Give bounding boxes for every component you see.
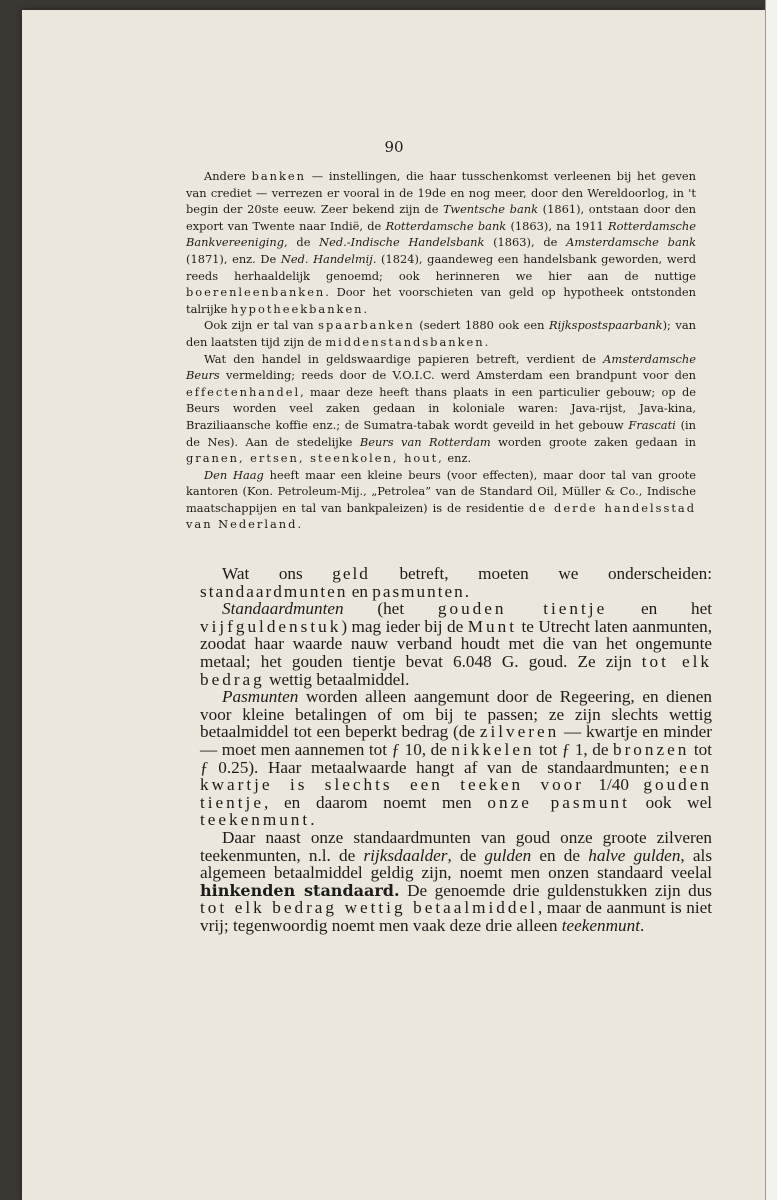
page-edge <box>765 0 777 1200</box>
paragraph-exchange: Wat den handel in geldswaardige papieren betreft, verdient de Amsterdamsche Beurs vermelding; reeds door de V.O.I.C. werd Amsterdam een brandpunt voor den effectenhandel, maar deze heeft thans plaats in een particulier gebouw; op de Beurs worden veel zaken gedaan in koloniale waren: Java-rijst, Java-kina, Braziliaansche koffie enz.; de Sumatra-tabak wordt geveild in het gebouw Frascati (in de Nes). Aan de stedelijke Beurs van Rotterdam worden groote zaken gedaan in granen, ertsen, steenkolen, hout, enz. <box>186 351 696 466</box>
small-print-section <box>186 168 696 533</box>
paragraph-money: Wat ons geld betreft, moeten we onderscheiden: standaardmunten en pasmunten. <box>200 564 712 601</box>
paragraph-standard-coins: Standaardmunten (het gouden tientje en het vijfguldenstuk) mag ieder bij de Munt te Utrecht laten aanmunten, zoodat haar waarde nauw verband houdt met die van het ongemunte metaal; het gouden tientje bevat 6.048 G. goud. Ze zijn tot elk bedrag wettig betaalmiddel. <box>200 599 712 689</box>
paragraph-token-coins: Pasmunten worden alleen aangemunt door de Regeering, en dienen voor kleine betalingen of om bij te passen; ze zijn slechts wettig betaalmiddel tot een beperkt bedrag (de zilveren — kwartje en minder — moet men aannemen tot ƒ 10, de nikkelen tot ƒ 1, de bronzen tot ƒ 0.25). Haar metaalwaarde hangt af van de standaardmunten; een kwartje is slechts een teeken voor 1/40 gouden tientje, en daarom noemt men onze pasmunt ook wel teekenmunt. <box>200 687 712 830</box>
paragraph-den-haag: Den Haag heeft maar een kleine beurs (voor effecten), maar door tal van groote kantoren (Kon. Petroleum-Mij., „Petrolea” van de Standard Oil, Müller & Co., Indische maatschappijen en tal van bankpaleizen) is de residentie de derde handelsstad van Nederland. <box>186 467 696 532</box>
paragraph-banks: Andere banken — instellingen, die haar tusschenkomst verleenen bij het geven van crediet — verrezen er vooral in de 19de en nog meer, door den Wereldoorlog, in 't begin der 20ste eeuw. Zeer bekend zijn de Twentsche bank (1861), ontstaan door den export van Twente naar Indië, de Rotterdamsche bank (1863), na 1911 Rotterdamsche Bankvereeniging, de Ned.-Indische Handelsbank (1863), de Amsterdamsche bank (1871), enz. De Ned. Handelmij. (1824), gaandeweg een handelsbank geworden, werd reeds herhaaldelijk genoemd; ook herinneren we hier aan de nuttige boerenleenbanken. Door het voorschieten van geld op hypotheek ontstonden talrijke hypotheekbanken. <box>186 169 697 316</box>
page-number: 90 <box>384 138 404 156</box>
book-page <box>22 10 766 1200</box>
paragraph-savings-banks: Ook zijn er tal van spaarbanken (sedert 1880 ook een Rijkspostspaarbank); van den laatsten tijd zijn de middenstandsbanken. <box>186 318 696 349</box>
large-print-section <box>200 565 712 934</box>
paragraph-limping-standard: Daar naast onze standaardmunten van goud onze groote zilveren teekenmunten, n.l. de rijksdaalder, de gulden en de halve gulden, als algemeen betaalmiddel geldig zijn, noemt men onzen standaard veelal hinkenden standaard. De genoemde drie guldenstukken zijn dus tot elk bedrag wettig betaalmiddel, maar de aanmunt is niet vrij; tegenwoordig noemt men vaak deze drie alleen teekenmunt. <box>200 827 713 935</box>
